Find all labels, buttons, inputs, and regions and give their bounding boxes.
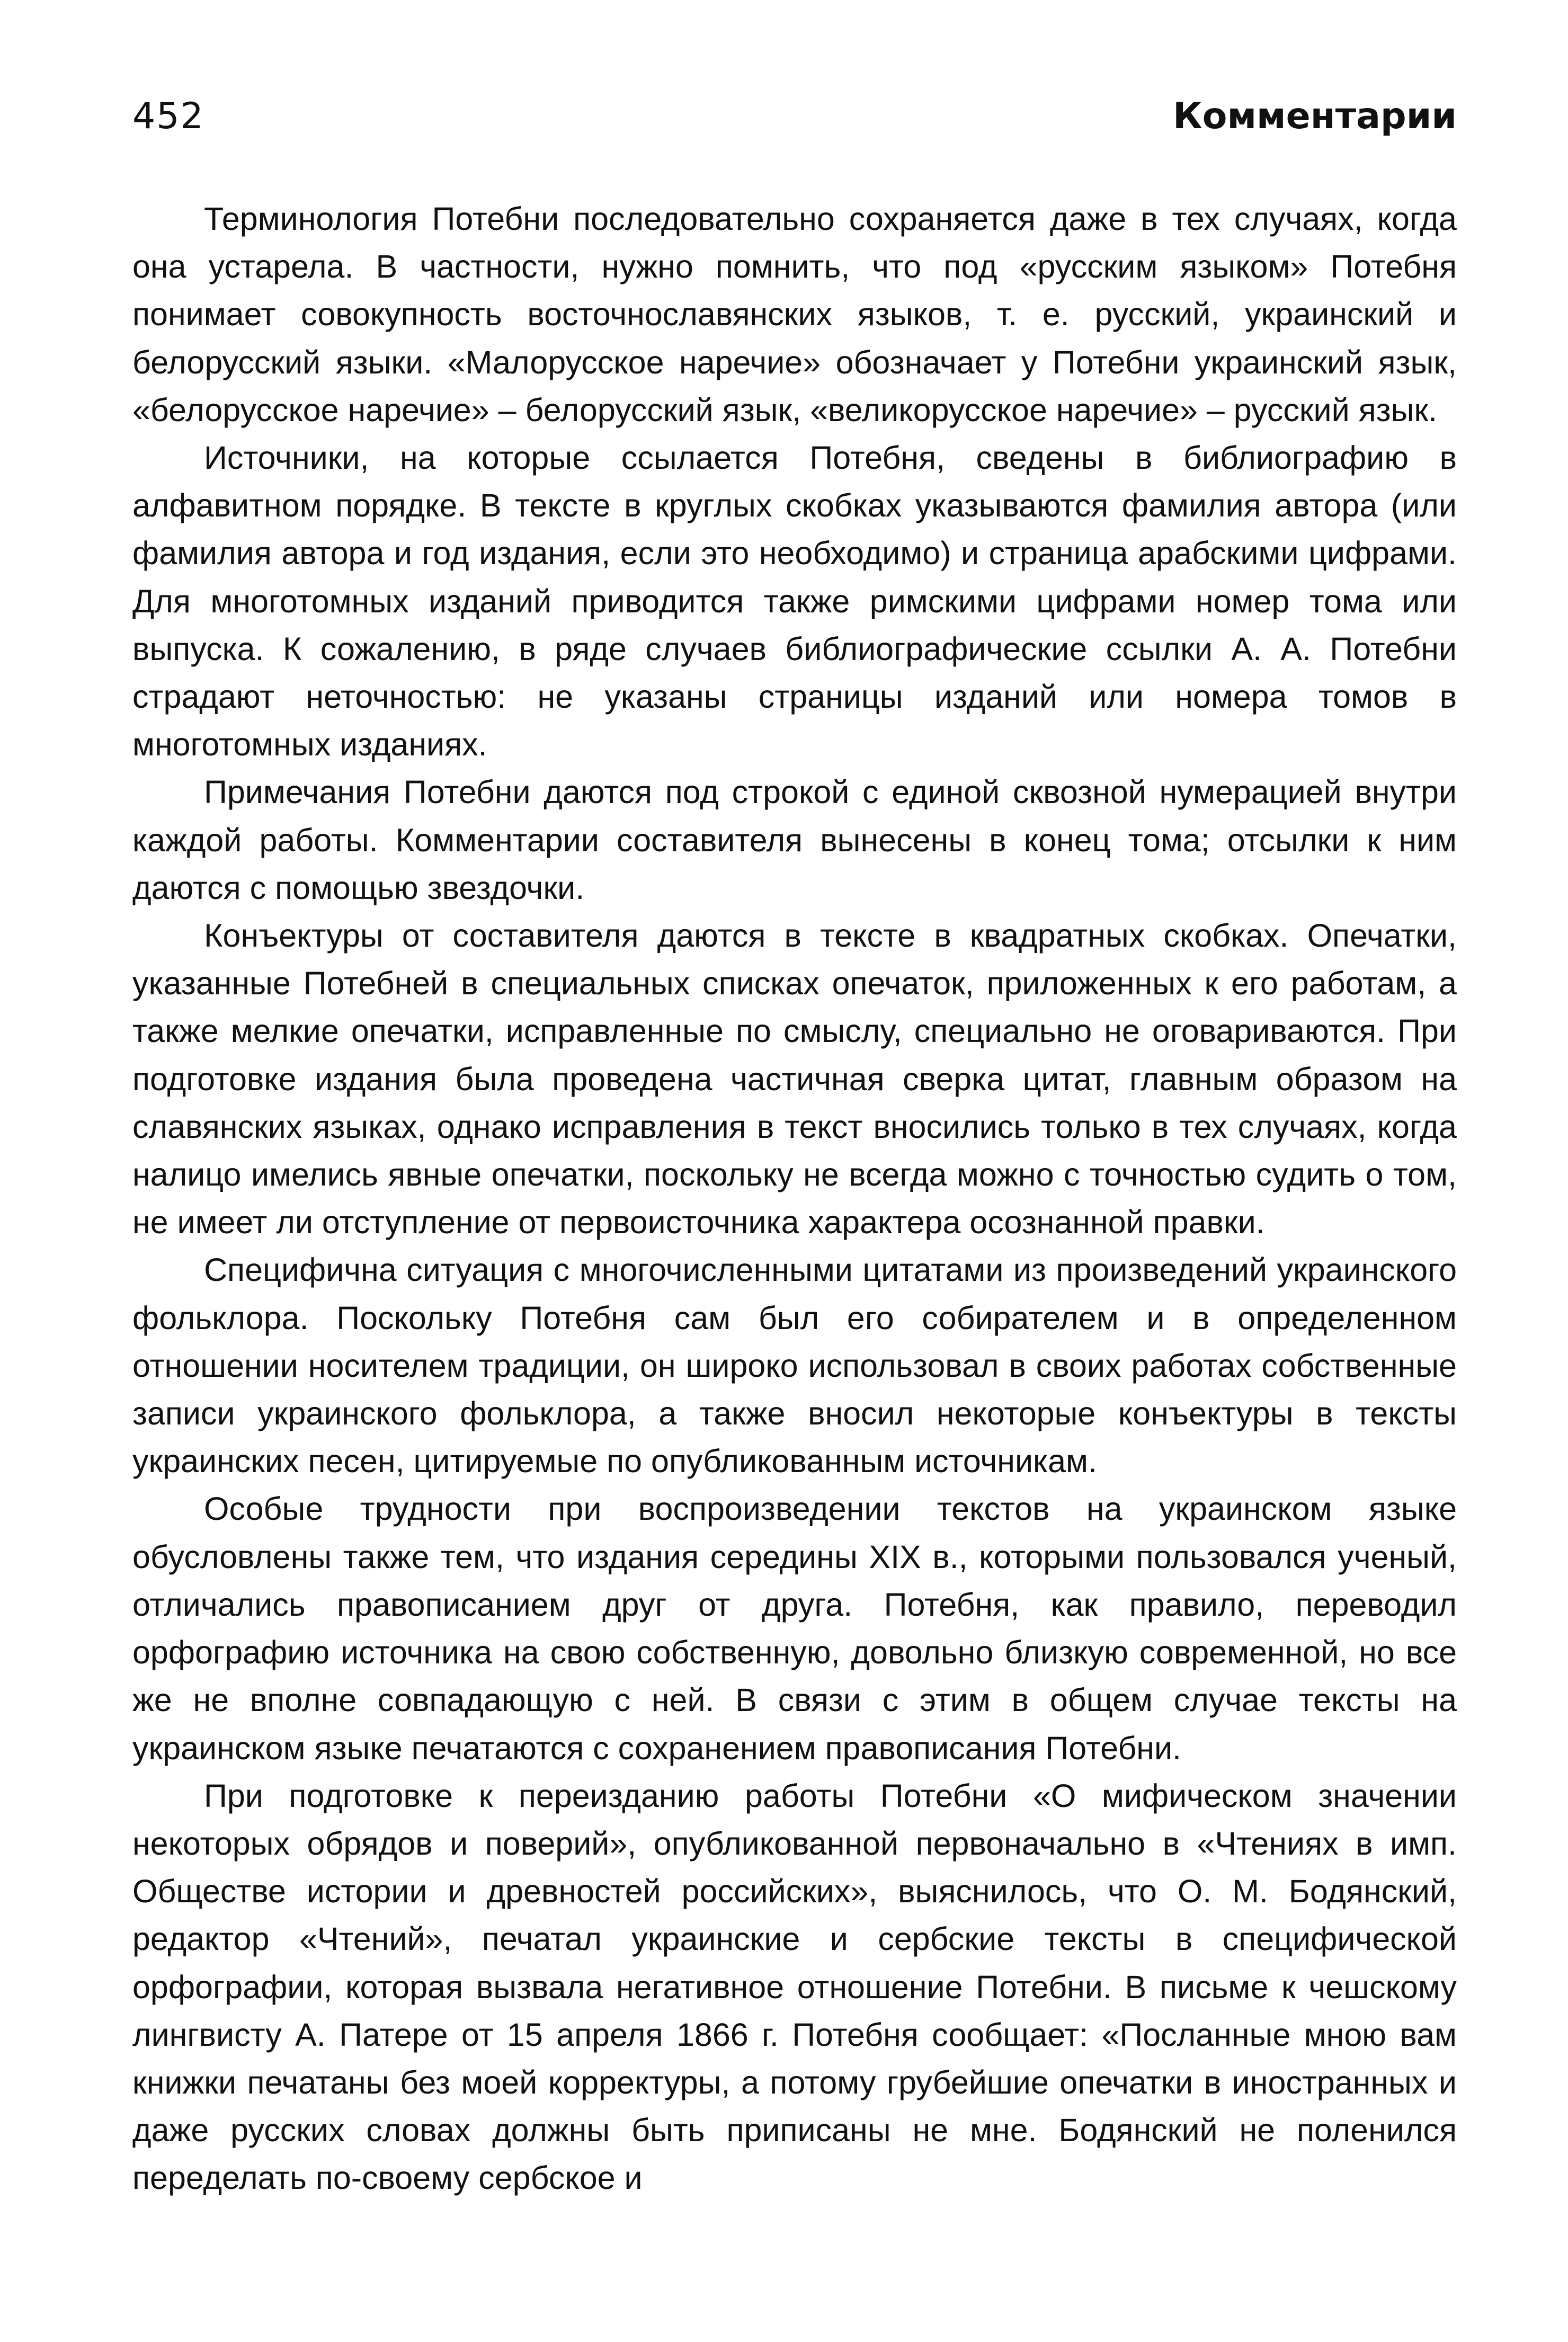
paragraph-republication: При подготовке к переизданию работы Потебни «О мифическом значении некоторых обрядов и поверий», опубликованной первоначально в «Чтениях в имп. Обществе истории и древностей российских», выяснилось, что О. М. Бодянский, редактор «Чтений», печатал украинские и сербские тексты в специфической орфографии, которая вызвала негативное отношение Потебни. В письме к чешскому лингвисту А. Патере от 15 апреля 1866 г. Потебня сообщает: «Посланные мною вам книжки печатаны без моей корректуры, а потому грубейшие опечатки в иностранных и даже русских словах должны быть приписаны не мне. Бодянский не поленился переделать по-своему сербское и [132,1777,1457,2196]
page-number: 452 [132,95,204,137]
page-header [132,95,1457,154]
paragraph-orthography: Особые трудности при воспроизведении текстов на украинском языке обусловлены также тем, что издания середины XIX в., которыми пользовался ученый, отличались правописанием друг от друга. Потебня, как правило, переводил орфографию источника на свою собственную, довольно близкую современной, но все же не вполне совпадающую с ней. В связи с этим в общем случае тексты на украинском языке печатаются с сохранением правописания Потебни. [132,1491,1457,1766]
paragraph-conjectures: Конъектуры от составителя даются в тексте в квадратных скобках. Опечатки, указанные Потебней в специальных списках опечаток, приложенных к его работам, а также мелкие опечатки, исправленные по смыслу, специально не оговариваются. При подготовке издания была проведена частичная сверка цитат, главным образом на славянских языках, однако исправления в текст вносились только в тех случаях, когда налицо имелись явные опечатки, поскольку не всегда можно с точностью судить о том, не имеет ли отступление от первоисточника характера осознанной правки. [132,918,1457,1241]
paragraph-folklore: Специфична ситуация с многочисленными цитатами из произведений украинского фольклора. Поскольку Потебня сам был его собирателем и в определенном отношении носителем традиции, он широко использовал в своих работах собственные записи украинского фольклора, а также вносил некоторые конъектуры в тексты украинских песен, цитируемые по опубликованным источникам. [132,1252,1457,1480]
paragraph-terminology: Терминология Потебни последовательно сохраняется даже в тех случаях, когда она устарела. В частности, нужно помнить, что под «русским языком» Потебня понимает совокупность восточнославянских языков, т. е. русский, украинский и белорусский языки. «Малорусское наречие» обозначает у Потебни украинский язык, «белорусское наречие» – белорусский язык, «великорусское наречие» – русский язык. [132,201,1457,428]
paragraph-sources: Источники, на которые ссылается Потебня, сведены в библиографию в алфавитном порядке. В тексте в круглых скобках указываются фамилия автора (или фамилия автора и год издания, если это необходимо) и страница арабскими цифрами. Для многотомных изданий приводится также римскими цифрами номер тома или выпуска. К сожалению, в ряде случаев библиографические ссылки А. А. Потебни страдают неточностью: не указаны страницы изданий или номера томов в многотомных изданиях. [132,440,1457,763]
body-text [132,195,1457,2202]
running-head: Комментарии [1173,95,1457,137]
paragraph-notes: Примечания Потебни даются под строкой с единой сквозной нумерацией внутри каждой работы. Комментарии составителя вынесены в конец тома; отсылки к ним даются с помощью звездочки. [132,774,1457,906]
